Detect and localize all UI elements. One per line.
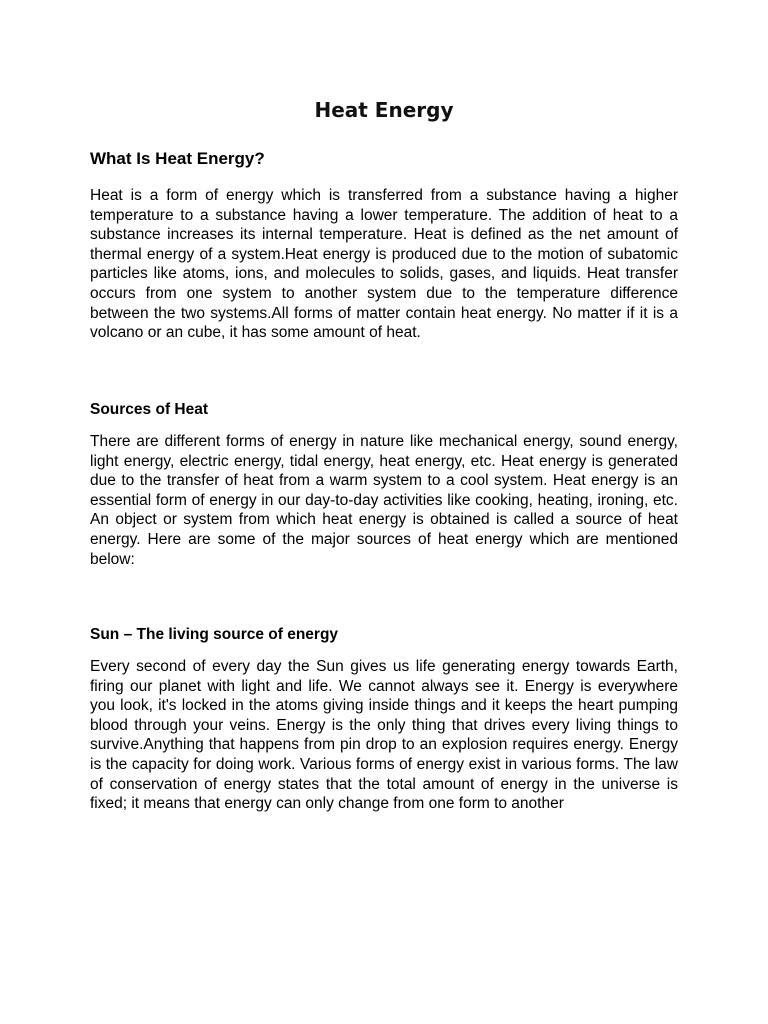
- section-heading-sources-of-heat: Sources of Heat: [90, 401, 209, 418]
- section-body-sources-of-heat: There are different forms of energy in nature like mechanical energy, sound energy, light energy, electric energy, tidal energy, heat energy, etc. Heat energy is generated due to the transfer of heat from a warm system to a cool system. Heat energy is an essential form of energy in our day-to-day activities like cooking, heating, ironing, etc. An object or system from which heat energy is obtained is called a source of heat energy. Here are some of the major sources of heat energy which are mentioned below:: [90, 433, 678, 568]
- section-body-sun: Every second of every day the Sun gives us life generating energy towards Earth, firing our planet with light and life. We cannot always see it. Energy is everywhere you look, it's locked in the atoms giving inside things and it keeps the heart pumping blood through your veins. Energy is the only thing that drives every living things to survive.Anything that happens from pin drop to an explosion requires energy. Energy is the capacity for doing work. Various forms of energy exist in various forms. The law of conservation of energy states that the total amount of energy in the universe is fixed; it means that energy can only change from one form to another: [90, 658, 678, 813]
- section-heading-what-is-heat-energy: What Is Heat Energy?: [90, 149, 265, 168]
- section-body-what-is-heat-energy: Heat is a form of energy which is transferred from a substance having a higher temperature to a substance having a lower temperature. The addition of heat to a substance increases its internal temperature. Heat is defined as the net amount of thermal energy of a system.Heat energy is produced due to the motion of subatomic particles like atoms, ions, and molecules to solids, gases, and liquids. Heat transfer occurs from one system to another system due to the temperature difference between the two systems.All forms of matter contain heat energy. No matter if it is a volcano or an cube, it has some amount of heat.: [90, 187, 678, 342]
- section-heading-sun: Sun – The living source of energy: [90, 626, 339, 643]
- page-title: Heat Energy: [314, 98, 454, 122]
